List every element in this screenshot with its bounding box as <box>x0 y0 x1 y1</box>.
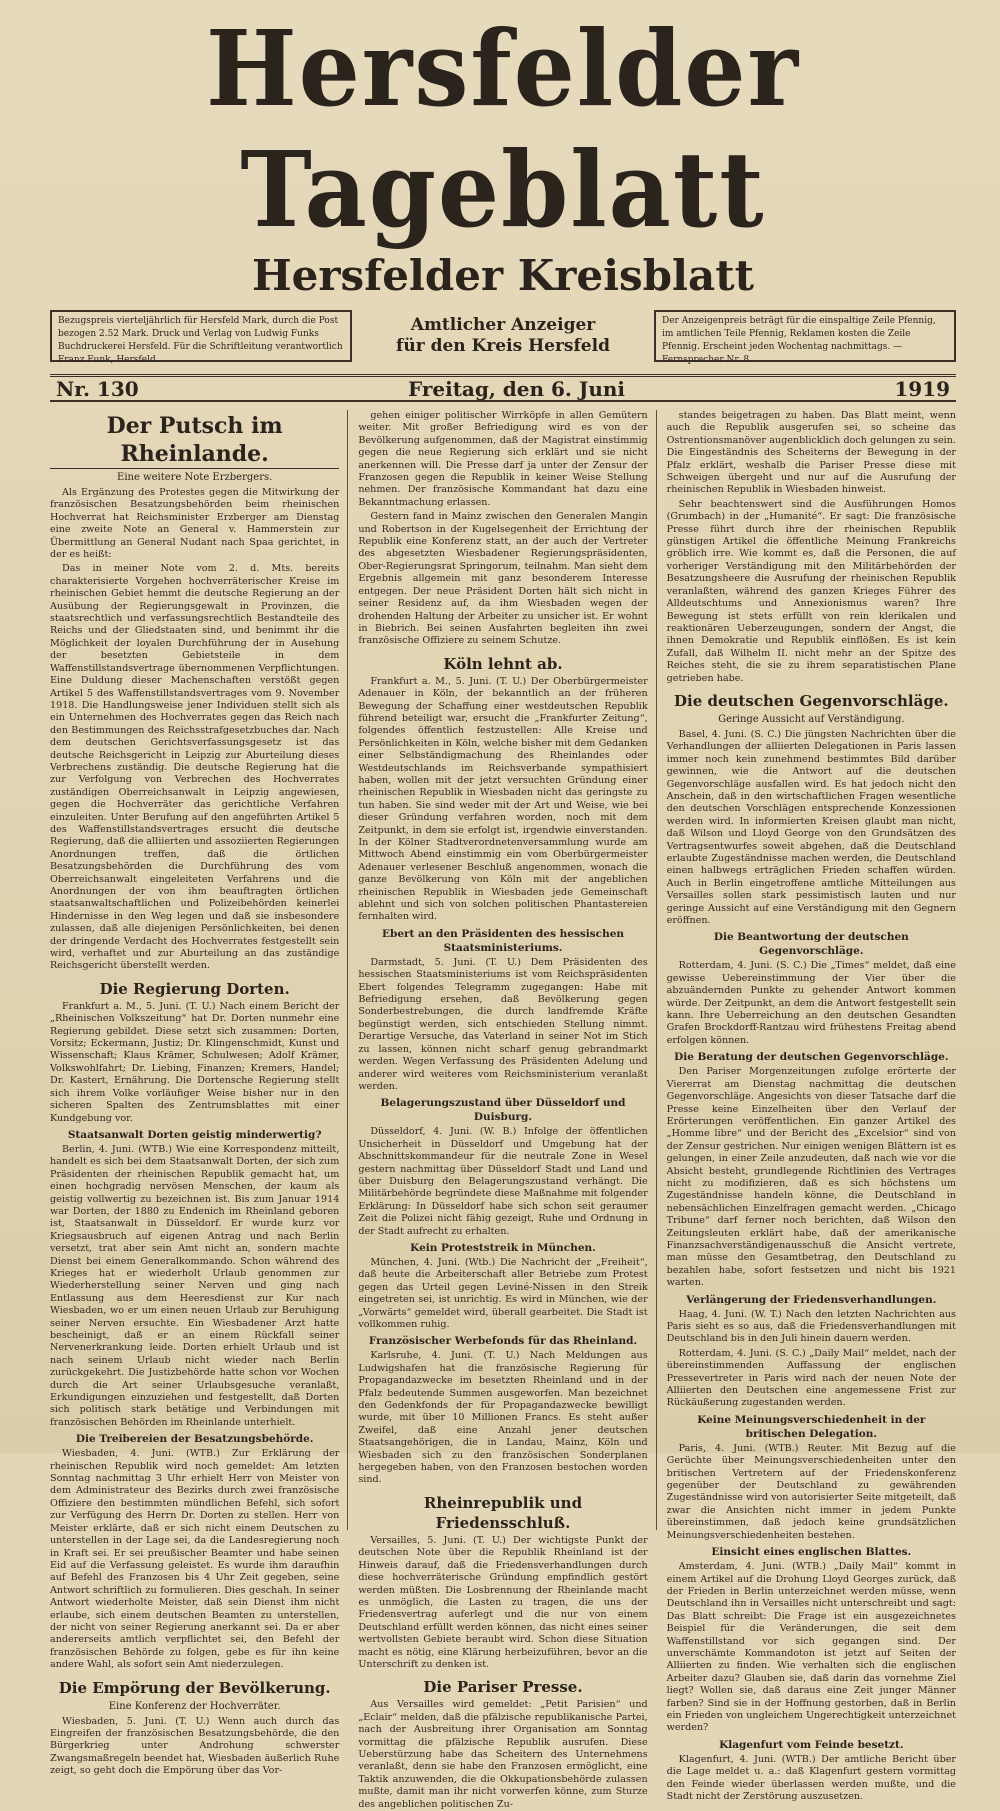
official-line-2: für den Kreis Hersfeld <box>396 336 610 356</box>
article-paragraph: Düsseldorf, 4. Juni. (W. B.) Infolge der öffentlichen Unsicherheit in Düsseldorf und Umgebung hat der Abschnittskommandeur für die neutrale Zone in Wesel gestern nachmittag über Düsseldorf Stadt und Land und über Duisburg den Belagerungszustand verhängt. Die Militärbehörde begründete diese Maßnahme mit folgender Erklärung: In Düsseldorf habe sich schon seit geraumer Zeit die Polizei nicht fähig gezeigt, Ruhe und Ordnung in der Stadt aufrecht zu erhalten. <box>358 1126 648 1237</box>
article-paragraph: Das in meiner Note vom 2. d. Mts. bereits charakterisierte Vorgehen hochverräterischer Kreise im rheinischen Gebiet hemmt die deutsche Regierung an der Ausübung der Regierungsgewalt in Provinzen, die staatsrechtlich und verfassungsrechtlich Bestandteile des Reichs und der Gliedstaaten sind, und benimmt ihr die Möglichkeit der loyalen Durchführung der in Ausehung der besetzten Gebietsteile in dem Waffenstillstandsvertrage übernommenen Verpflichtungen. Eine Duldung dieser Machenschaften verstößt gegen Artikel 5 des Waffenstillstandsvertrages vom 9. November 1918. Die Handlungsweise jener Individuen stellt sich als ein Unternehmen des Hochverrates gegen das Reich nach den Bestimmungen des Reichsstrafgesetzbuches dar. Nach dem deutschen Gerichtsverfassungsgesetz ist das deutsche Reichsgericht in Leipzig zur Aburteilung dieses Verbrechens zuständig. Die deutsche Regierung hat die zur Verfolgung von Verbrechen des Hochverrates zuständigen Oberreichsanwalt in Leipzig angewiesen, gegen die Hochverräter das gerichtliche Verfahren einzuleiten. Unter Berufung auf den angeführten Artikel 5 des Waffenstillstandsvertrages ersucht die deutsche Regierung, daß die alliierten und assoziierten Regierungen Anordnungen treffen, daß die örtlichen Besatzungsbehörden die Durchführung des vom Oberreichsanwalt eingeleiteten Verfahrens und die Anordnungen der von ihm beauftragten örtlichen staatsanwaltschaftlichen und Polizeibehörden keinerlei Hindernisse in den Weg legen und daß sie insbesondere zulassen, daß alle diejenigen Persönlichkeiten, bei denen der dringende Verdacht des Hochverrates festgestellt sein wird, verhaftet und zur Aburteilung an das zuständige Reichsgericht überstellt werden. <box>50 563 340 972</box>
section-headline: Die deutschen Gegenvorschläge. <box>674 691 949 710</box>
section-headline: Keine Meinungsverschiedenheit in der britischen Delegation. <box>697 1413 926 1440</box>
section-headline: Kein Proteststreik in München. <box>410 1241 596 1254</box>
masthead-subtitle: Hersfelder Kreisblatt <box>251 251 755 300</box>
section-headline: Verlängerung der Friedensverhandlungen. <box>686 1293 937 1306</box>
advertising-info-box: Der Anzeigenpreis beträgt für die einspaltige Zeile Pfennig, im amtlichen Teile Pfennig, Reklamen kosten die Zeile Pfennig. Erscheint jeden Wochentag nachmittags. — Fernsprecher Nr. 8. <box>654 310 956 362</box>
article-paragraph: Basel, 4. Juni. (S. C.) Die jüngsten Nachrichten über die Verhandlungen der alliierten Delegationen in Paris lassen immer noch kein zunehmend bestimmtes Bild darüber gewinnen, wie die Antwort auf die deutschen Gegenvorschläge ausfallen wird. Es hat jedoch nicht den Anschein, daß in den wirtschaftlichen Fragen wesentliche den deutschen Vorschlägen entsprechende Konzessionen werden wird. In informierten Kreisen glaubt man nicht, daß Wilson und Lloyd George von den Grundsätzen des Vertragsentwurfes soweit abgehen, daß die Deutschland erlaubte Zugeständnisse machen werden, die Deutschland einen halbwegs erträglichen Frieden schaffen würden. Auch in Berlin eingetroffene amtliche Mitteilungen aus Versailles sollen stark pessimistisch lauten und nur geringe Aussicht auf eine Verständigung mit den Gegnern eröffnen. <box>666 728 956 927</box>
article-paragraph: Berlin, 4. Juni. (WTB.) Wie eine Korrespondenz mitteilt, handelt es sich bei dem Staatsanwalt Dorten, der sich zum Präsidenten der rheinischen Republik gemacht hat, um einen hochgradig nervösen Menschen, der kaum als geistig vollwertig zu bezeichnen ist. Bis zum Januar 1914 war Dorten, der 1880 zu Endenich im Rheinland geboren ist, Staatsanwalt in Düsseldorf. Er wurde kurz vor Kriegsausbruch auf eigenen Antrag und nach Berlin versetzt, trat aber sein Amt nicht an, sondern machte Dienst bei einem Generalkommando. Schon während des Krieges hat er wiederholt Urlaub genommen zur Wiederherstellung seiner Nerven und ging nach Entlassung aus dem Heeresdienst zur Kur nach Wiesbaden, wo er um einen neuen Urlaub zur Beruhigung seiner Nerven ersuchte. Ein Wiesbadener Arzt hatte bescheinigt, daß er an einem Rückfall seiner Nervenerkrankung leide. Dorten erhielt Urlaub und ist nach seinem Urlaub nicht wieder nach Berlin zurückgekehrt. Die Justizbehörde hatte schon vor Wochen durch die Art seiner Urlaubsgesuche veranlaßt, Erkundigungen einzuziehen und festgestellt, daß Dorten sich politisch stark betätige und Verbindungen mit französischen Behörden im Rheinlande unterhielt. <box>50 1143 340 1428</box>
article-paragraph: Karlsruhe, 4. Juni. (T. U.) Nach Meldungen aus Ludwigshafen hat die französische Regierung für Propagandazwecke im besetzten Rheinland und in der Pfalz bedeutende Summen ausgeworfen. Man bezeichnet den Gedenkfonds der für Propagandazwecke bewilligt wurde, mit über 10 Millionen Francs. Es steht außer Zweifel, daß eine Anzahl jener deutschen Staatsangehörigen, die in Landau, Mainz, Köln und Wiesbaden sich zu den französischen Sonderplanen hergegeben haben, von den Franzosen bestochen worden sind. <box>358 1350 648 1486</box>
article-paragraph: Sehr beachtenswert sind die Ausführungen Homos (Grumbach) in der „Humanité“. Er sagt: Die französische Presse führt durch ihre der rheinischen Republik günstigen Artikel die öffentliche Meinung Frankreichs gröblich irre. Wie kommt es, daß die Personen, die auf vorheriger Verständigung mit den Militärbehörden der Besatzungsheere die Ausrufung der rheinischen Republik veranlaßten, während des ganzen Krieges Führer des Alldeutschtums und Annexionismus waren? Ihre Bewegung ist stets erfüllt von rein klerikalen und reaktionären Ueberzeugungen, sondern der Angst, die ihnen Demokratie und Republik einflößen. Es ist kein Zufall, daß Wilhelm II. nicht mehr an der Spitze des Reiches steht, die sie zu ihrem separatistischen Plane getrieben habe. <box>666 498 956 684</box>
issue-year: 1919 <box>894 376 950 401</box>
article-paragraph: Rotterdam, 4. Juni. (S. C.) Die „Times“ meldet, daß eine gewisse Uebereinstimmung der Vier über die abzuändernden Punkte zu gehender Antwort kommen würde. Der Zeitpunkt, an dem die Antwort festgestellt sein kann. Ihre Ueberreichung an den deutschen Gesandten Grafen Brockdorff-Rantzau wird frühestens Freitag abend erfolgen können. <box>666 960 956 1046</box>
column-3 <box>666 410 956 1802</box>
article-paragraph: Als Ergänzung des Protestes gegen die Mitwirkung der französischen Besatzungsbehörden beim rheinischen Hochverrat hat Reichsminister Erzberger am Dienstag eine zweite Note an General v. Hammerstein zur Übermittlung an General Nudant nach Spaa gerichtet, in der es heißt: <box>50 487 340 561</box>
issue-date: Freitag, den 6. Juni <box>407 376 625 401</box>
article-paragraph: München, 4. Juni. (Wtb.) Die Nachricht der „Freiheit“, daß heute die Arbeiterschaft aller Betriebe zum Protest gegen das Urteil gegen Leviné-Nissen in den Streik eingetreten sei, ist unrichtig. Es wird in München, wie der „Vorwärts“ gemeldet wird, überall gearbeitet. Die Stadt ist vollkommen ruhig. <box>358 1256 648 1330</box>
section-headline: Die Empörung der Bevölkerung. <box>58 1678 331 1697</box>
article-paragraph: Amsterdam, 4. Juni. (WTB.) „Daily Mail“ kommt in einem Artikel auf die Drohung Lloyd Georges zurück, daß der Frieden in Berlin unterzeichnet werden müsse, wenn Deutschland ihn in Versailles nicht unterschreibt und sagt: Das Blatt schreibt: Die Frage ist ein ausgezeichnetes Beispiel für die Veränderungen, die seit dem Waffenstillstand vor sich gegangen sind. Der unverschämte Kommandoton ist jetzt auf Seiten der Alliierten zu finden. Wie verhalten sich die englischen Arbeiter dazu? Glauben sie, daß darin das vornehme Ziel liegt? Wollen sie, daß daraus eine Zeit junger Männer farben? Sind sie in der Hoffnung gestorben, daß in Berlin ein Frieden von ungleichem Ungerechtigkeit unterzeichnet werden? <box>666 1561 956 1734</box>
section-headline: Klagenfurt vom Feinde besetzt. <box>719 1738 904 1751</box>
masthead-title: Hersfelder Tageblatt <box>205 7 801 251</box>
official-gazette-label <box>383 315 623 357</box>
dateline <box>50 374 956 402</box>
lead-subheadline: Eine weitere Note Erzbergers. <box>117 472 273 483</box>
section-headline: Staatsanwalt Dorten geistig minderwertig? <box>67 1128 322 1141</box>
article-paragraph: Versailles, 5. Juni. (T. U.) Der wichtigste Punkt der deutschen Note über die Republik Rheinland ist der Hinweis darauf, daß die Friedensverhandlungen durch diese hochverräterische Gründung empfindlich gestört werden müßten. Die Losbrennung der Rheinlande macht es unmöglich, die Lasten zu tragen, die uns der Friedensvertrag auferlegt und die nur von einem Deutschland erfüllt werden können, das nicht eines seiner wertvollsten Gebiete beraubt wird. Schon diese Situation macht es nötig, eine Klärung herbeizuführen, bevor an die Unterschrift zu denken ist. <box>358 1534 648 1670</box>
section-headline: Die Treibereien der Besatzungsbehörde. <box>75 1433 314 1446</box>
article-paragraph: Wiesbaden, 5. Juni. (T. U.) Wenn auch durch das Eingreifen der französischen Besatzungsbehörde, die den Bürgerkrieg unter Androhung schwerster Zwangsmaßregeln beendet hat, Wiesbaden äußerlich Ruhe zeigt, so geht doch die Empörung über das Vor- <box>50 1715 340 1777</box>
article-paragraph: Frankfurt a. M., 5. Juni. (T. U.) Der Oberbürgermeister Adenauer in Köln, der bekanntlich an der früheren Bewegung der Schaffung einer westdeutschen Republik führend beteiligt war, ersucht die „Frankfurter Zeitung“, folgendes öffentlich festzustellen: Alle Kreise und Persönlichkeiten in Köln, welche bisher mit dem Gedanken einer Selbständigmachung des Rheinlandes oder Westdeutschlands im Reichsverbande sympathisiert haben, wollen mit der jetzt versuchten Gründung einer rheinischen Republik in Wiesbaden nicht das geringste zu tun haben. Sie sind weder mit der Art und Weise, wie bei dieser Gründung verfahren worden, noch mit dem Zeitpunkt, in dem sie erfolgt ist, irgendwie einverstanden. In der Kölner Stadtverordnetenversammlung wurde am Mittwoch Abend einstimmig ein vom Oberbürgermeister Adenauer verlesener Beschluß angenommen, wonach die ganze Bevölkerung von Köln mit der angeblichen rheinischen Republik in Wiesbaden jede Gemeinschaft ablehnt und sich von solchen politischen Phantastereien fernhalten wird. <box>358 675 648 923</box>
section-subheadline: Geringe Aussicht auf Verständigung. <box>718 713 905 725</box>
masthead-infobar <box>50 308 956 364</box>
section-headline: Die Beantwortung der deutschen Gegenvorschläge. <box>713 931 909 958</box>
section-headline: Ebert an den Präsidenten des hessischen Staatsministeriums. <box>381 927 625 954</box>
article-paragraph: Wiesbaden, 4. Juni. (WTB.) Zur Erklärung der rheinischen Republik wird noch gemeldet: Am letzten Sonntag nachmittag 3 Uhr erhielt Herr von Meister von dem Administrateur des Bezirks durch zwei französische Offiziere den bestimmten mündlichen Befehl, sich sofort zur Verfügung des Herrn Dr. Dorten zu stellen. Herr von Meister erklärte, daß er sich nicht einem Deutschen zu unterstellen in der Lage sei, da die Landesregierung noch in Kraft sei. Er sei preußischer Beamter und habe seinen Eid auf die Verfassung geleistet. Es wurde ihm daraufhin auf Befehl des Franzosen bis 4 Uhr Zeit gegeben, seine Antwort schriftlich zu formulieren. Dies geschah. In seiner Antwort wiederholte Meister, daß sein Dienst ihm nicht erlaube, sich einem deutschen Beamten zu unterstellen, der nicht von seiner Regierung anerkannt sei. Da er aber andererseits amtlich verpflichtet sei, den Befehl der französischen Behörde zu folgen, gebe es für ihn keine andere Wahl, als sofort sein Amt niederzulegen. <box>50 1448 340 1671</box>
article-paragraph: Gestern fand in Mainz zwischen den Generalen Mangin und Robertson in der Kugelsegenheit der Errichtung der Republik eine Konferenz statt, an der auch der Vertreter des abgesetzten Wiesbadener Regierungspräsidenten, Ober-Regierungsrat Springorum, teilnahm. Man sieht dem Ergebnis allgemein mit ganz besonderem Interesse entgegen. Der neue Präsident Dorten hält sich nicht in seiner Residenz auf, da ihm Wiesbaden wegen der drohenden Haltung der Arbeiter zu unsicher ist. Er wohnt in Biebrich. Bei seinen Ausfahrten begleiten ihn zwei französische Offiziere zu seinem Schutze. <box>358 511 648 647</box>
section-headline: Die Beratung der deutschen Gegenvorschläge. <box>674 1051 949 1064</box>
subscription-info-box: Bezugspreis vierteljährlich für Hersfeld Mark, durch die Post bezogen 2.52 Mark. Druck und Verlag von Ludwig Funks Buchdruckerei Hersfeld. Für die Schriftleitung verantwortlich Franz Funk, Hersfeld. <box>50 310 352 362</box>
article-paragraph: gehen einiger politischer Wirrköpfe in allen Gemütern weiter. Mit großer Befriedigung wird es von der Bevölkerung aufgenommen, daß der Magistrat einstimmig gegen die neue Regierung sich erklärt und sie nicht anerkennen will. Die Presse darf ja unter der Zensur der Franzosen gegen die Republik in keiner Weise Stellung nehmen. Der französische Kommandant hat dazu eine Bekanntmachung erlassen. <box>358 410 648 508</box>
official-line-1: Amtlicher Anzeiger <box>410 315 596 335</box>
article-paragraph: Haag, 4. Juni. (W. T.) Nach den letzten Nachrichten aus Paris sieht es so aus, daß die Friedensverhandlungen mit Deutschland bis in den Juli hinein dauern werden. <box>666 1308 956 1345</box>
article-columns <box>50 410 956 1810</box>
section-headline: Rheinrepublik und Friedensschluß. <box>423 1493 583 1532</box>
section-headline: Belagerungszustand über Düsseldorf und Duisburg. <box>380 1097 626 1124</box>
column-1 <box>50 410 348 1777</box>
article-paragraph: Den Pariser Morgenzeitungen zufolge erörterte der Viererrat am Dienstag nachmittag die deutschen Gegenvorschläge. Angesichts von dieser Tatsache darf die Presse keine Einzelheiten über den Verlauf der Erörterungen veröffentlichen. Ein ganzer Artikel des „Homme libre“ und der Bericht des „Excelsior“ sind von der Zensur gestrichen. Nur einigen wenigen Blättern ist es gelungen, in einer Zeile anzudeuten, daß nach wie vor die Absicht besteht, grundlegende Richtlinien des Vertrages nicht zu modifizieren, daß es sich höchstens um Zugeständnisse handeln könne, die Deutschland in nebensächlichen Einzelfragen gemacht werden. „Chicago Tribune“ darf ferner noch berichten, daß Wilson den Zeitungsleuten erklärt habe, daß der amerikanische Finanzsachverständigenausschuß die Ansicht vertrete, man müsse den Gesamtbetrag, den Deutschland zu bezahlen habe, sofort festsetzen und nicht bis 1921 warten. <box>666 1066 956 1289</box>
section-headline: Einsicht eines englischen Blattes. <box>711 1546 912 1559</box>
lead-headline: Der Putsch im Rheinlande. <box>50 412 339 469</box>
issue-number: Nr. 130 <box>56 376 139 401</box>
section-headline: Französischer Werbefonds für das Rheinland. <box>368 1335 638 1348</box>
article-paragraph: Darmstadt, 5. Juni. (T. U.) Dem Präsidenten des hessischen Staatsministeriums ist vom Reichspräsidenten Ebert folgendes Telegramm zugegangen: Habe mit Befriedigung ersehen, daß Bevölkerung gegen Sonderbestrebungen, die durch landfremde Kräfte begünstigt werden, sich entschieden Stellung nimmt. Derartige Versuche, das Vaterland in seiner Not im Stich zu lassen, können nicht scharf genug gebrandmarkt werden. Wegen Verfassung des Präsidenten Adelung und anderer wird weiteres vom Reichsministerium veranlaßt werden. <box>358 956 648 1092</box>
article-paragraph: Rotterdam, 4. Juni. (S. C.) „Daily Mail“ meldet, nach der übereinstimmenden Auffassung der englischen Pressevertreter in Paris wird nach der neuen Note der Alliierten den Deutschen eine angemessene Frist zur Rückäußerung zugestanden werden. <box>666 1347 956 1409</box>
article-paragraph: Klagenfurt, 4. Juni. (WTB.) Der amtliche Bericht über die Lage meldet u. a.: daß Klagenfurt gestern vormittag den Feinde wieder überlassen werden mußte, und die Stadt nicht der Zerstörung auszusetzen. <box>666 1753 956 1802</box>
article-paragraph: Frankfurt a. M., 5. Juni. (T. U.) Nach einem Bericht der „Rheinischen Volkszeitung“ hat Dr. Dorten nunmehr eine Regierung gebildet. Diese setzt sich zusammen: Dorten, Vorsitz; Eckermann, Justiz; Dr. Klingenschmidt, Kunst und Wissenschaft; Klaus Krämer, Schulwesen; Adolf Krämer, Volkswohlfahrt; Dr. Liebing, Finanzen; Kremers, Handel; Dr. Kastert, Ernährung. Die Dortensche Regierung stellt sich ihrem Volke vorläufiger Weise bisher nur in den sicheren Spalten des Zentrumsblattes mit einer Kundgebung vor. <box>50 1000 340 1124</box>
section-headline: Köln lehnt ab. <box>443 654 563 673</box>
article-paragraph: Paris, 4. Juni. (WTB.) Reuter. Mit Bezug auf die Gerüchte über Meinungsverschiedenheiten unter den britischen Vertretern auf der Friedenskonferenz gegenüber der Deutschland zu gewährenden Zugeständnisse wird von autorisierter Seite mitgeteilt, daß zwar die Ansichten nicht immer in jedem Punkte übereinstimmen, daß jedoch keine grundsätzlichen Meinungsverschiedenheiten bestehen. <box>666 1442 956 1541</box>
section-headline: Die Pariser Presse. <box>423 1678 583 1697</box>
section-headline: Die Regierung Dorten. <box>99 979 290 998</box>
section-subheadline: Eine Konferenz der Hochverräter. <box>108 1700 281 1712</box>
column-2 <box>358 410 656 1810</box>
article-paragraph: standes beigetragen zu haben. Das Blatt meint, wenn auch die Republik ausgerufen sei, so scheine das Ostrentionsmanöver augenblicklich doch gelungen zu sein. Die Eingeständnis des Scheiterns der Bewegung in der Pfalz erklärt, weshalb die Pariser Presse diese mit Schweigen übergeht und nur auf die Ausrufung der rheinischen Republik in Wiesbaden hinweist. <box>666 410 956 496</box>
article-paragraph: Aus Versailles wird gemeldet: „Petit Parisien“ und „Eclair“ melden, daß die pfälzische republikanische Partei, nach der Ausbreitung ihrer Organisation am Sonntag vormittag die pfälzische Republik ausrufen. Diese Ueberstürzung habe das Scheitern des Unternehmens veranlaßt, denn sie habe den Franzosen ermöglicht, eine Taktik anzuwenden, die die Okkupationsbehörde zulassen mußte, damit man ihr nicht vorwerfen könne, zum Sturze des angeblichen politischen Zu- <box>358 1699 648 1810</box>
